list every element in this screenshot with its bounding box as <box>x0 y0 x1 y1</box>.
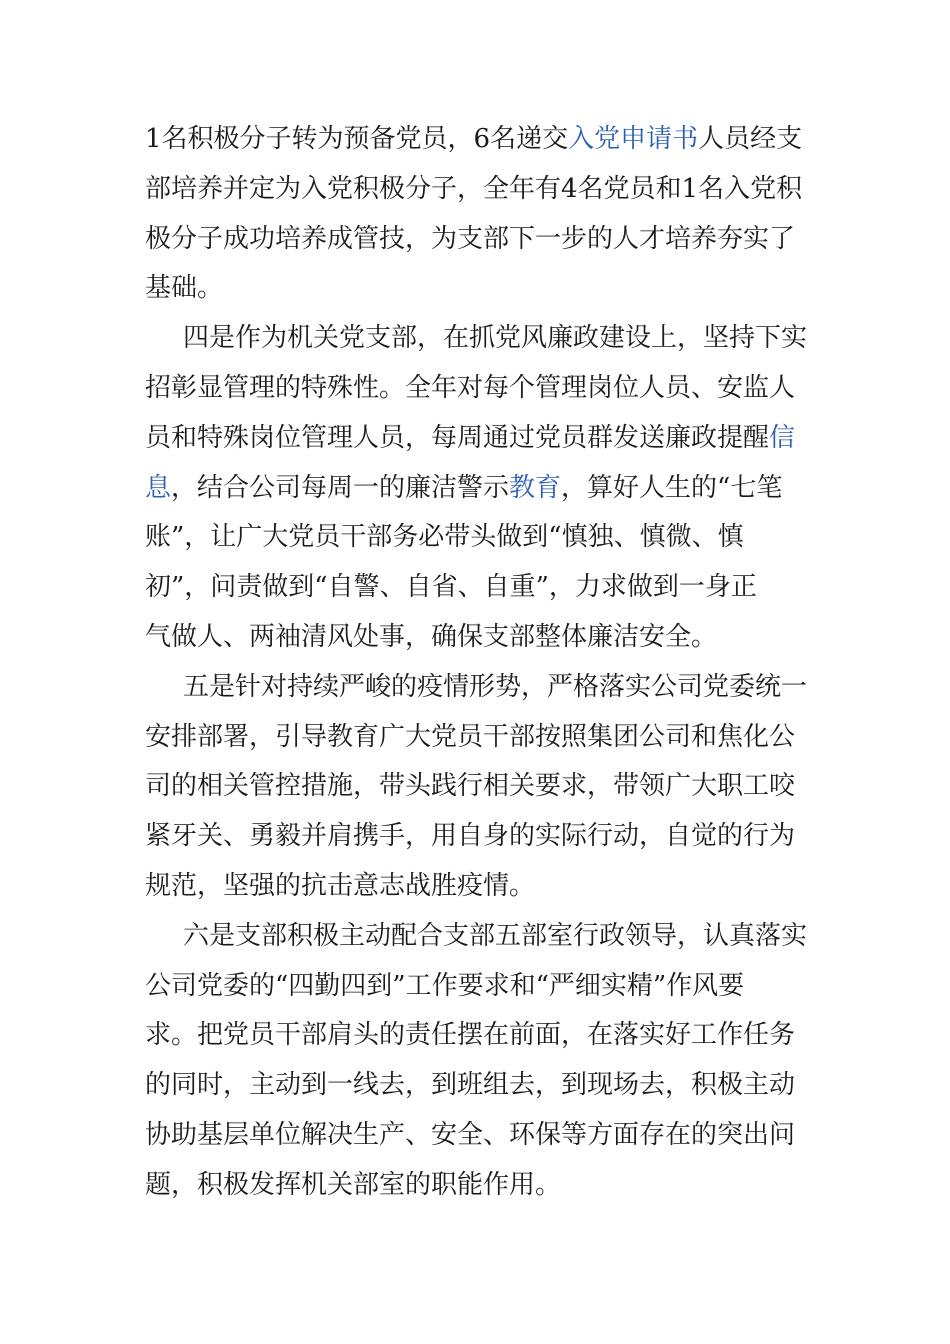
text-segment: 1名积极分子转为预备党员，6名递交 <box>145 124 569 154</box>
text-line <box>145 423 795 453</box>
text-line <box>145 224 795 254</box>
text-segment: 四是作为机关党支部，在抓党风廉政建设上，坚持下实 <box>183 323 808 354</box>
text-segment: ，算好人生的“七笔 <box>561 472 783 503</box>
text-line <box>145 572 757 602</box>
text-line <box>145 1070 795 1100</box>
text-line <box>145 722 795 752</box>
paragraph-first-line <box>183 921 807 951</box>
text-line <box>145 522 744 552</box>
text-line <box>145 771 795 801</box>
text-segment: 规范，坚强的抗击意志战胜疫情。 <box>145 871 536 901</box>
text-segment: 气做人、两袖清风处事，确保支部整体廉洁安全。 <box>145 622 718 652</box>
text-segment: 人员经支 <box>698 124 803 154</box>
text-segment: 紧牙关、勇毅并肩携手，用自身的实际行动，自觉的行为 <box>145 821 796 852</box>
text-line <box>145 174 802 204</box>
text-segment: ，结合公司每周一的廉洁警示 <box>171 472 510 503</box>
text-line <box>145 1020 795 1050</box>
text-segment: 公司党委的“四勤四到”工作要求和“严细实精”作风要 <box>145 970 745 1001</box>
text-segment: 安排部署，引导教育广大党员干部按照集团公司和焦化公 <box>145 721 796 752</box>
text-line <box>145 821 795 851</box>
text-line <box>145 622 717 652</box>
text-segment: 基础。 <box>145 273 224 304</box>
text-line <box>145 373 795 403</box>
text-line <box>145 124 802 154</box>
paragraph-first-line <box>183 323 807 353</box>
inline-link[interactable]: 教育 <box>509 472 562 503</box>
text-line <box>145 473 782 503</box>
inline-link[interactable]: 入党申请书 <box>568 124 699 154</box>
text-segment: 极分子成功培养成管技，为支部下一步的人才培养夯实了 <box>145 223 796 254</box>
text-segment: 题，积极发挥机关部室的职能作用。 <box>145 1169 562 1200</box>
text-segment: 司的相关管控措施，带头践行相关要求，带领广大职工咬 <box>145 771 796 802</box>
inline-link[interactable]: 信 <box>769 422 796 453</box>
text-segment: 五是针对持续严峻的疫情形势，严格落实公司党委统一 <box>183 671 808 702</box>
text-line <box>145 871 535 901</box>
text-line <box>145 1120 795 1150</box>
text-line <box>145 273 223 303</box>
text-segment: 部培养并定为入党积极分子，全年有4名党员和1名入党积 <box>145 173 803 204</box>
paragraph-first-line <box>183 672 807 702</box>
text-segment: 协助基层单位解决生产、安全、环保等方面存在的突出问 <box>145 1120 796 1150</box>
text-segment: 初”，问责做到“自警、自省、自重”，力求做到一身正 <box>145 572 757 603</box>
text-segment: 六是支部积极主动配合支部五部室行政领导，认真落实 <box>183 920 808 951</box>
text-line <box>145 1170 561 1200</box>
text-segment: 账”，让广大党员干部务必带头做到“慎独、慎微、慎 <box>145 522 744 553</box>
text-line <box>145 971 744 1001</box>
text-segment: 的同时，主动到一线去，到班组去，到现场去，积极主动 <box>145 1070 796 1101</box>
text-segment: 员和特殊岗位管理人员，每周通过党员群发送廉政提醒 <box>145 422 770 453</box>
text-segment: 求。把党员干部肩头的责任摆在前面，在落实好工作任务 <box>145 1020 796 1051</box>
inline-link[interactable]: 息 <box>145 472 172 503</box>
text-segment: 招彰显管理的特殊性。全年对每个管理岗位人员、安监人 <box>145 373 796 403</box>
